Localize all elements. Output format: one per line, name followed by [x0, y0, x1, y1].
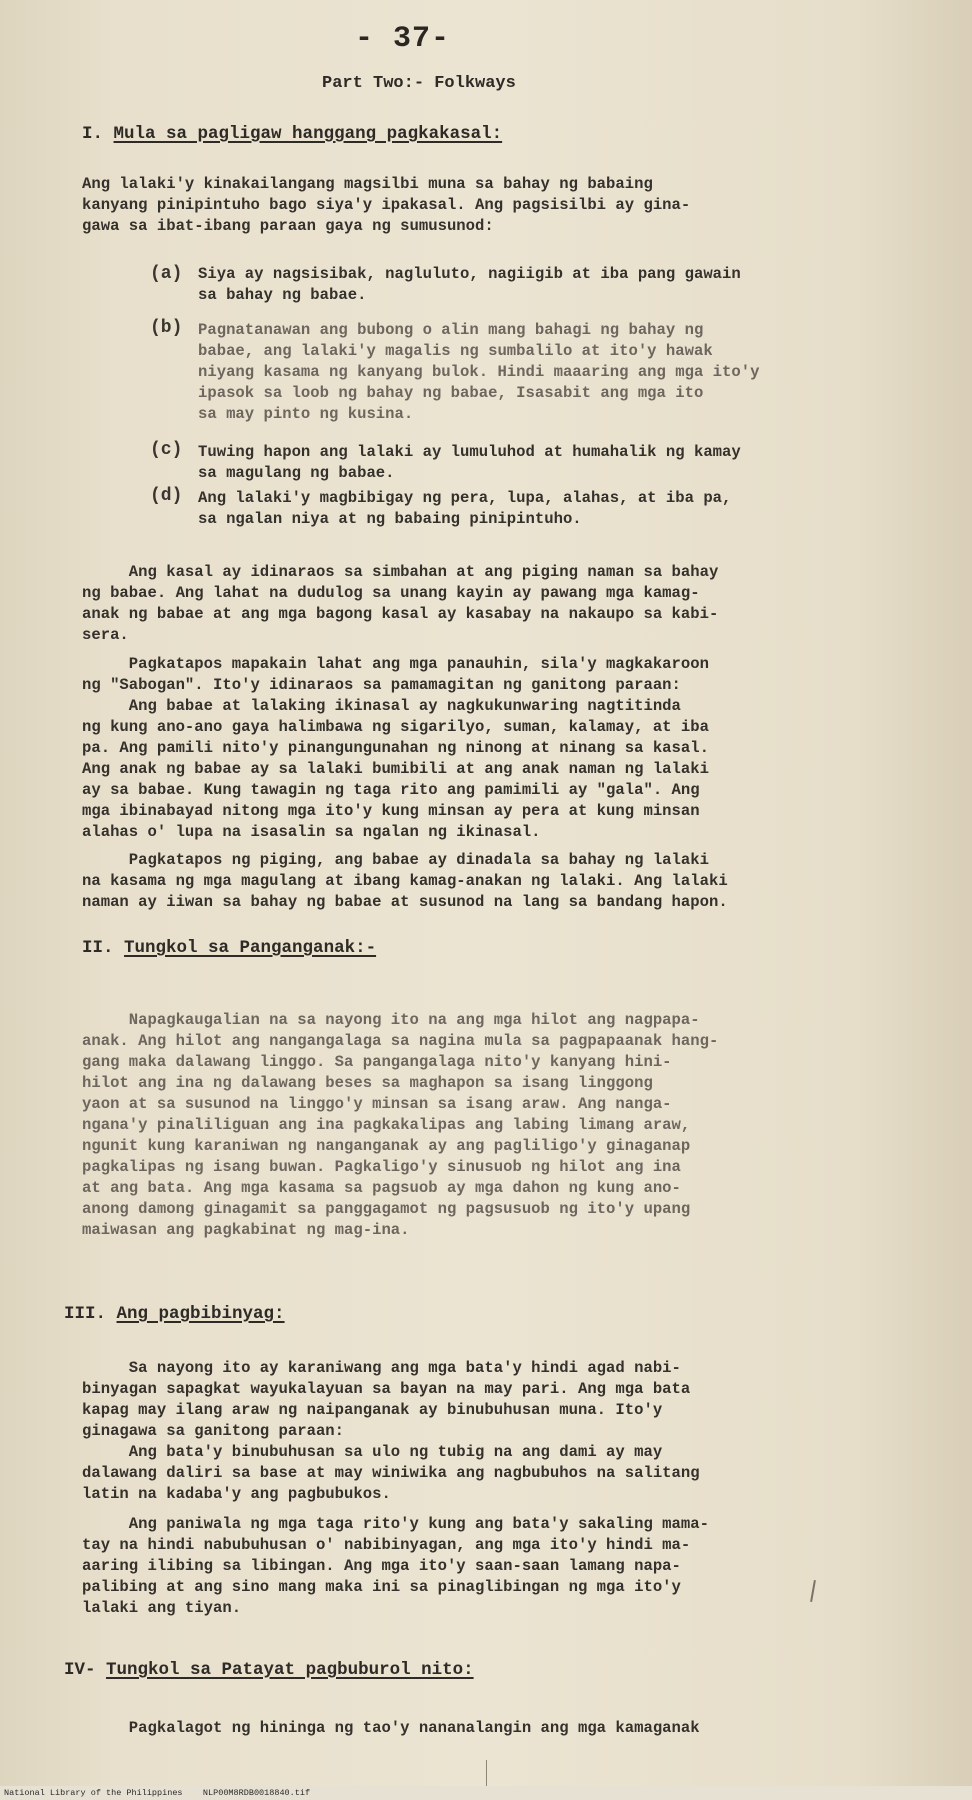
section-number: II. — [82, 938, 114, 958]
item-a-text: Siya ay nagsisibak, nagluluto, nagiigib at iba pang gawain sa bahay ng babae. — [198, 265, 741, 304]
section-heading-4 — [64, 1660, 474, 1680]
section-3-paragraph: Sa nayong ito ay karaniwang ang mga bata'y hindi agad nabi- binyagan sapagkat wayukalayuan sa bayan na may pari. Ang mga bata kapag may ilang araw ng naipanganak ay binubuhusan muna. Ito'y ginagawa sa ganitong paraan: Ang bata'y binubuhusan sa ulo ng tubig na ang dami ay may dalawang daliri sa base at may winiwika ang nagbubuhos na salitang latin na kadaba'y ang pagbubukos. — [82, 1359, 700, 1503]
section-1-paragraph: Pagkatapos ng piging, ang babae ay dinadala sa bahay ng lalaki na kasama ng mga magulang at ibang kamag-anakan ng lalaki. Ang lalaki naman ay iiwan sa bahay ng babae at susunod na lang sa bandang hapon. — [82, 851, 728, 911]
section-1-intro: Ang lalaki'y kinakailangang magsilbi muna sa bahay ng babaing kanyang pinipintuho bago siya'y ipakasal. Ang pagsisilbi ay gina- gawa sa ibat-ibang paraan gaya ng sumusunod: — [82, 175, 691, 235]
section-2-paragraph: Napagkaugalian na sa nayong ito na ang mga hilot ang nagpapa- anak. Ang hilot ang nangangalaga sa nagina mula sa pagpapaanak hang- gang maka dalawang linggo. Sa pangangalaga nito'y kanyang hini- hilot ang ina ng dalawang beses sa maghapon sa isang linggong yaon at sa susunod na linggo'y minsan sa isang araw. Ang nanga- ngana'y pinaliliguan ang ina pagkakalipas ang labing limang araw, ngunit kung karaniwan ng nanganganak ay ang pagliligo'y ginaganap pagkalipas ng isang buwan. Pagkaligo'y sinusuob ng hilot ang ina at ang bata. Ang mga kasama sa pagsuob ay mga dahon ng kung ano- anong damong ginagamit sa panggagamot ng pagsusuob ng ito'y upang maiwasan ang pagkabinat ng mag-ina. — [82, 1011, 719, 1239]
section-number: IV- — [64, 1660, 96, 1680]
item-c-text: Tuwing hapon ang lalaki ay lumuluhod at humahalik ng kamay sa magulang ng babae. — [198, 443, 741, 482]
item-d-text: Ang lalaki'y magbibigay ng pera, lupa, alahas, at iba pa, sa ngalan niya at ng babaing pinipintuho. — [198, 489, 732, 528]
part-title: Part Two:- Folkways — [322, 74, 516, 93]
section-title: Tungkol sa Patayat pagbuburol nito: — [106, 1660, 474, 1680]
section-1-paragraph: Pagkatapos mapakain lahat ang mga panauhin, sila'y magkakaroon ng "Sabogan". Ito'y idinaraos sa pamamagitan ng ganitong paraan: Ang babae at lalaking ikinasal ay nagkukunwaring nagtitinda ng kung ano-ano gaya halimbawa ng sigarilyo, suman, kalamay, at iba pa. Ang pamili nito'y pinangungunahan ng ninong at ninang sa kasal. Ang anak ng babae ay sa lalaki bumibili at ang anak naman ng lalaki ay sa babae. Kung tawagin ng taga rito ang pamimili ay "gala". Ang mga ibinabayad nitong mga ito'y kung minsan ay pera at kung minsan alahas o' lupa na isasalin sa ngalan ng ikinasal. — [82, 655, 709, 841]
item-label-b: (b) — [150, 318, 183, 338]
section-title: Mula sa pagligaw hanggang pagkakasal: — [113, 124, 503, 144]
section-3-paragraph: Ang paniwala ng mga taga rito'y kung ang bata'y sakaling mama- tay na hindi nabubuhusan o' nabibinyagan, ang mga ito'y hindi ma- aaring ilibing sa libingan. Ang mga ito'y saan-saan lamang napa- palibing at ang sino mang maka ini sa pinaglibingan ng mga ito'y lalaki ang tiyan. — [82, 1515, 709, 1617]
item-label-c: (c) — [150, 440, 183, 460]
paper-fold-line — [486, 1760, 487, 1786]
section-4-paragraph: Pagkalagot ng hininga ng tao'y nananalangin ang mga kamaganak — [82, 1719, 700, 1737]
page-number: - 37- — [355, 22, 451, 56]
section-number: I. — [82, 124, 104, 144]
archive-footer: National Library of the Philippines NLP00M8RDB0018840.tif — [0, 1786, 972, 1800]
section-title: Ang pagbibinyag: — [116, 1304, 285, 1324]
section-title: Tungkol sa Panganganak:- — [124, 938, 377, 958]
section-1-paragraph: Ang kasal ay idinaraos sa simbahan at ang piging naman sa bahay ng babae. Ang lahat na dudulog sa unang kayin ay pawang mga kamag- anak ng babae at ang mga bagong kasal ay kasabay na nakaupo sa kabi- sera. — [82, 563, 719, 644]
section-heading-3 — [64, 1304, 285, 1324]
section-heading-1 — [82, 124, 502, 144]
item-b-text: Pagnatanawan ang bubong o alin mang bahagi ng bahay ng babae, ang lalaki'y magalis ng sumbalilo at ito'y hawak niyang kasama ng kanyang bulok. Hindi maaaring ang mga ito'y ipasok sa loob ng bahay ng babae, Isasabit ang mga ito sa may pinto ng kusina. — [198, 321, 760, 423]
section-heading-2 — [82, 938, 376, 958]
item-label-d: (d) — [150, 486, 183, 506]
section-number: III. — [64, 1304, 107, 1324]
item-label-a: (a) — [150, 264, 183, 284]
